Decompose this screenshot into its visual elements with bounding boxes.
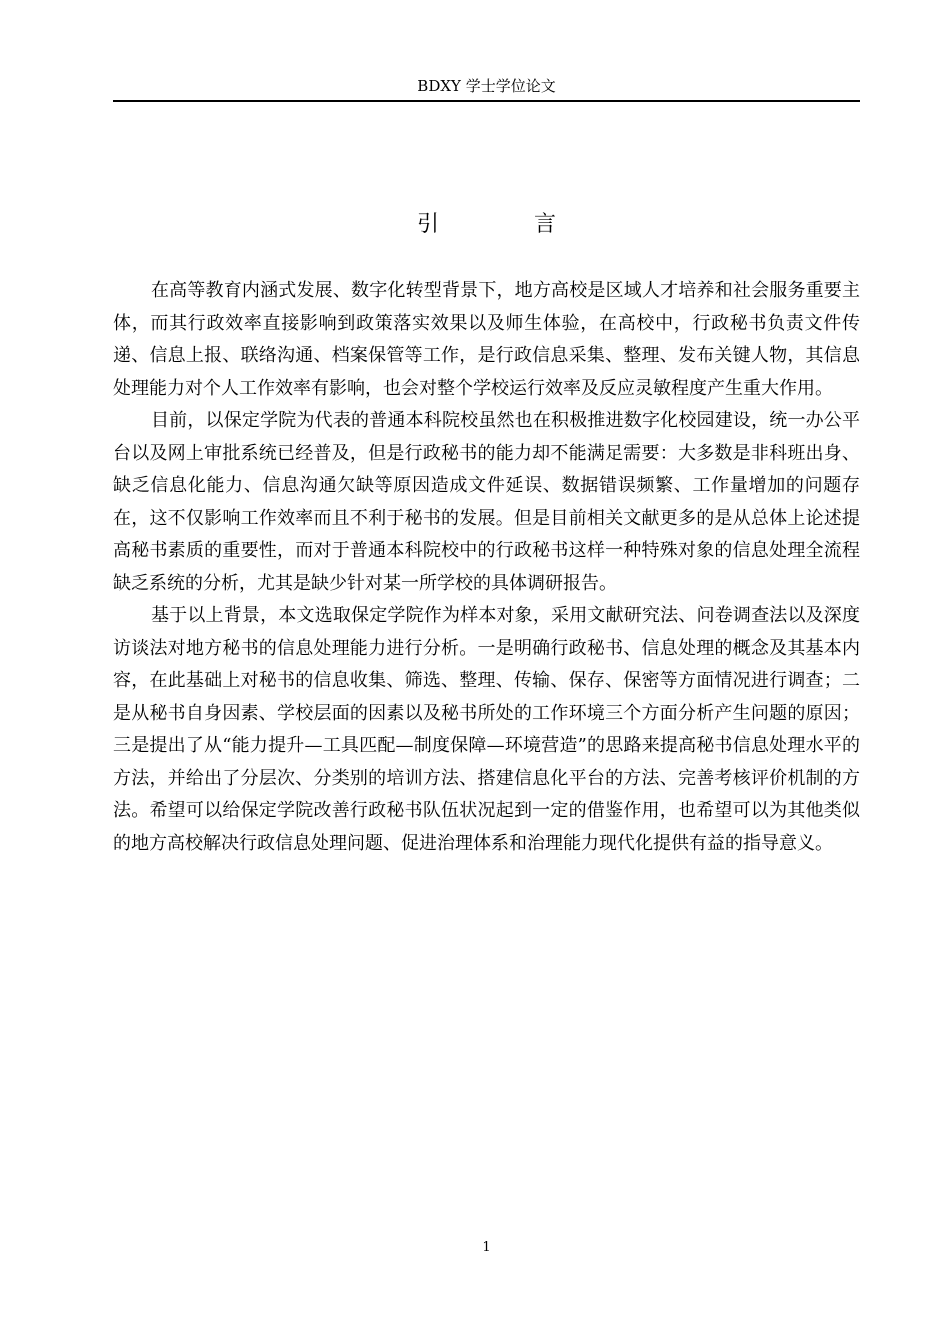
paragraph-3: 基于以上背景，本文选取保定学院作为样本对象，采用文献研究法、问卷调查法以及深度访谈法对地方秘书的信息处理能力进行分析。一是明确行政秘书、信息处理的概念及其基本内容，在此基础上对秘书的信息收集、筛选、整理、传输、保存、保密等方面情况进行调查；二是从秘书自身因素、学校层面的因素以及秘书所处的工作环境三个方面分析产生问题的原因；三是提出了从“能力提升—工具匹配—制度保障—环境营造”的思路来提高秘书信息处理水平的方法，并给出了分层次、分类别的培训方法、搭建信息化平台的方法、完善考核评价机制的方法。希望可以给保定学院改善行政秘书队伍状况起到一定的借鉴作用，也希望可以为其他类似的地方高校解决行政信息处理问题、促进治理体系和治理能力现代化提供有益的指导意义。 [113, 605, 860, 854]
section-title: 引 言 [417, 212, 600, 237]
body-text [113, 275, 860, 860]
running-header: BDXY 学士学位论文 [417, 77, 556, 95]
paragraph-1: 在高等教育内涵式发展、数字化转型背景下，地方高校是区域人才培养和社会服务重要主体，而其行政效率直接影响到政策落实效果以及师生体验，在高校中，行政秘书负责文件传递、信息上报、联络沟通、档案保管等工作，是行政信息采集、整理、发布关键人物，其信息处理能力对个人工作效率有影响，也会对整个学校运行效率及反应灵敏程度产生重大作用。 [113, 280, 860, 399]
page-number: 1 [482, 1240, 491, 1255]
header-rule [113, 100, 860, 102]
paragraph-2: 目前，以保定学院为代表的普通本科院校虽然也在积极推进数字化校园建设，统一办公平台以及网上审批系统已经普及，但是行政秘书的能力却不能满足需要：大多数是非科班出身、缺乏信息化能力、信息沟通欠缺等原因造成文件延误、数据错误频繁、工作量增加的问题存在，这不仅影响工作效率而且不利于秘书的发展。但是目前相关文献更多的是从总体上论述提高秘书素质的重要性，而对于普通本科院校中的行政秘书这样一种特殊对象的信息处理全流程缺乏系统的分析，尤其是缺少针对某一所学校的具体调研报告。 [113, 410, 860, 594]
